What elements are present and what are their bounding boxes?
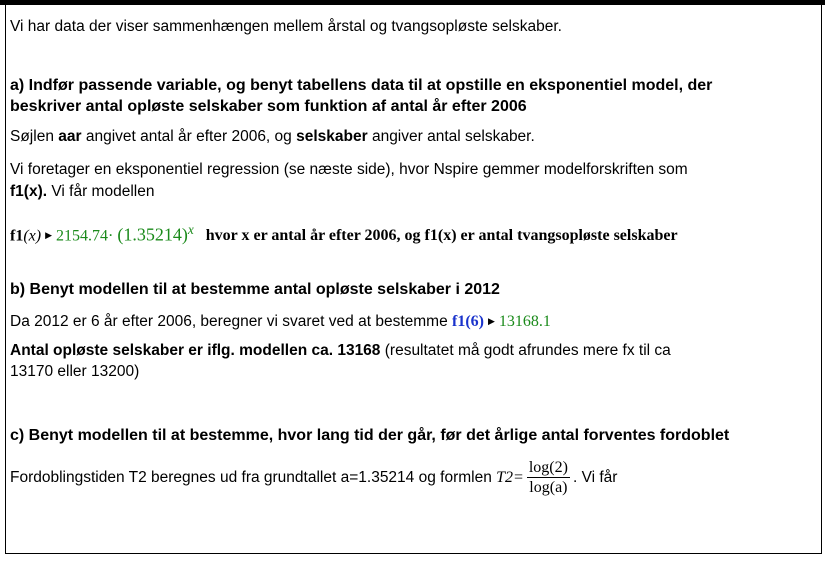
calc-expression[interactable]: f1(6) xyxy=(452,313,484,330)
arrow-icon: ▶ xyxy=(487,316,495,326)
formula-lhs: T2= xyxy=(496,469,524,486)
section-a-paragraph-2b: f1(x). Vi får modellen xyxy=(10,183,155,200)
section-b-paragraph-2b: 13170 eller 13200) xyxy=(10,363,140,380)
section-b-paragraph-1: Da 2012 er 6 år efter 2006, beregner vi svaret ved at bestemme f1(6) ▶ 13168.1 xyxy=(10,313,551,330)
section-c-heading: c) Benyt modellen til at bestemme, hvor lang tid der går, før det årlige antal forventes fordoblet xyxy=(10,427,730,444)
doubling-formula[interactable]: $\frac{\log(2)}{\log(a)}$ xyxy=(528,459,568,497)
section-a-paragraph-1: Søjlen aar angivet antal år efter 2006, og selskaber angiver antal selskaber. xyxy=(10,128,535,145)
intro-text: Vi har data der viser sammenhængen mellem årstal og tvangsopløste selskaber. xyxy=(10,18,562,35)
section-a-heading-2: beskriver antal opløste selskaber som funktion af antal år efter 2006 xyxy=(10,98,527,115)
section-b-paragraph-2: Antal opløste selskaber er iflg. modellen ca. 13168 (resultatet må godt afrundes mere fx til ca xyxy=(10,342,671,359)
column-name-aar: aar xyxy=(58,128,82,145)
column-name-selskaber: selskaber xyxy=(296,128,368,145)
calc-result: 13168.1 xyxy=(498,313,551,330)
section-a-paragraph-2: Vi foretager en eksponentiel regression (se næste side), hvor Nspire gemmer modelforskriften som xyxy=(10,161,688,178)
model-equation[interactable]: f1(x) ▶ $2154.74\cdot (1.35214)^x$ hvor x er antal år efter 2006, og f1(x) er antal tvangsopløste selskaber xyxy=(10,222,678,245)
section-b-heading: b) Benyt modellen til at bestemme antal opløste selskaber i 2012 xyxy=(10,281,500,298)
arrow-icon: ▶ xyxy=(45,230,53,241)
section-c-paragraph: Fordoblingstiden T2 beregnes ud fra grundtallet a=1.35214 og formlen T2= $\frac{\log(2)}{\log(a)}$ . Vi får xyxy=(10,459,618,497)
section-a-heading-1: a) Indfør passende variable, og benyt tabellens data til at opstille en eksponentiel model, der xyxy=(10,77,713,94)
